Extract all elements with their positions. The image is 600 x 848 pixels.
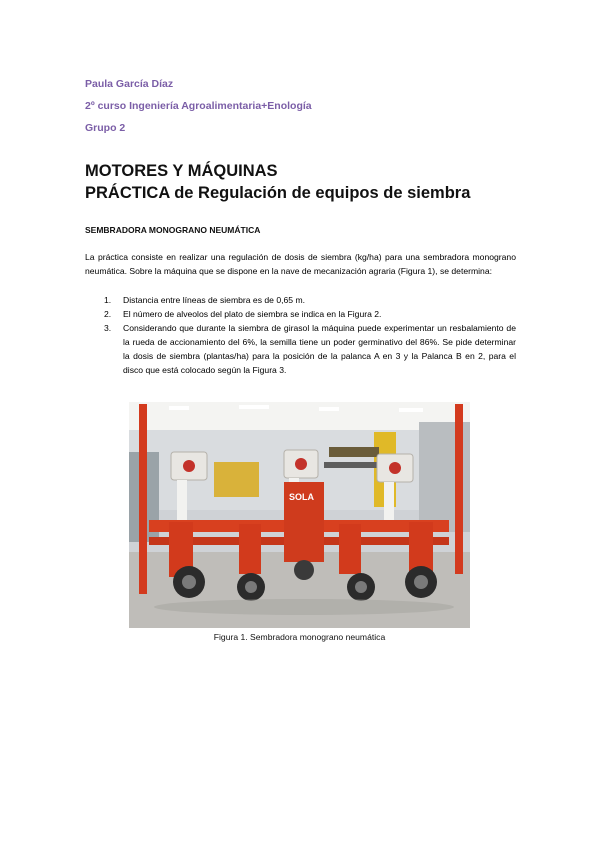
author-name: Paula García Díaz	[85, 78, 174, 90]
list-item-number: 2.	[104, 309, 112, 319]
title-line-1: MOTORES Y MÁQUINAS	[85, 162, 278, 180]
list-item-text: Distancia entre líneas de siembra es de 0,65 m.	[123, 295, 305, 305]
intro-paragraph: La práctica consiste en realizar una regulación de dosis de siembra (kg/ha) para una sembradora monograno neumática. Sobre la máquina que se dispone en la nave de mecanización agraria (Figura 1), se determina:	[85, 252, 516, 276]
machine-brand: SOLA	[289, 492, 315, 502]
author-group: Grupo 2	[85, 122, 126, 134]
list-item-text: El número de alveolos del plato de siembra se indica en la Figura 2.	[123, 309, 382, 319]
list-item	[85, 293, 516, 307]
list-item-number: 3.	[104, 323, 112, 333]
section-heading: SEMBRADORA MONOGRANO NEUMÁTICA	[85, 225, 261, 235]
list-item	[85, 307, 516, 321]
figure-caption: Figura 1. Sembradora monograno neumática	[213, 632, 386, 642]
title-line-2: PRÁCTICA de Regulación de equipos de siembra	[85, 184, 471, 202]
author-course: 2º curso Ingeniería Agroalimentaria+Enología	[85, 100, 312, 112]
list-item-number: 1.	[104, 295, 112, 305]
list-item	[85, 321, 516, 377]
numbered-list	[85, 293, 516, 377]
list-item-text: Considerando que durante la siembra de girasol la máquina puede experimentar un resbalamiento de la rueda de accionamiento del 6%, la semilla tiene un poder germinativo del 86%. Se pide determinar la dosis de siembra (plantas/ha) para la posición de la palanca A en 3 y la Palanca B en 2, para el disco que está colocado según la Figura 3.	[123, 323, 516, 375]
seeder-photo	[129, 402, 470, 628]
